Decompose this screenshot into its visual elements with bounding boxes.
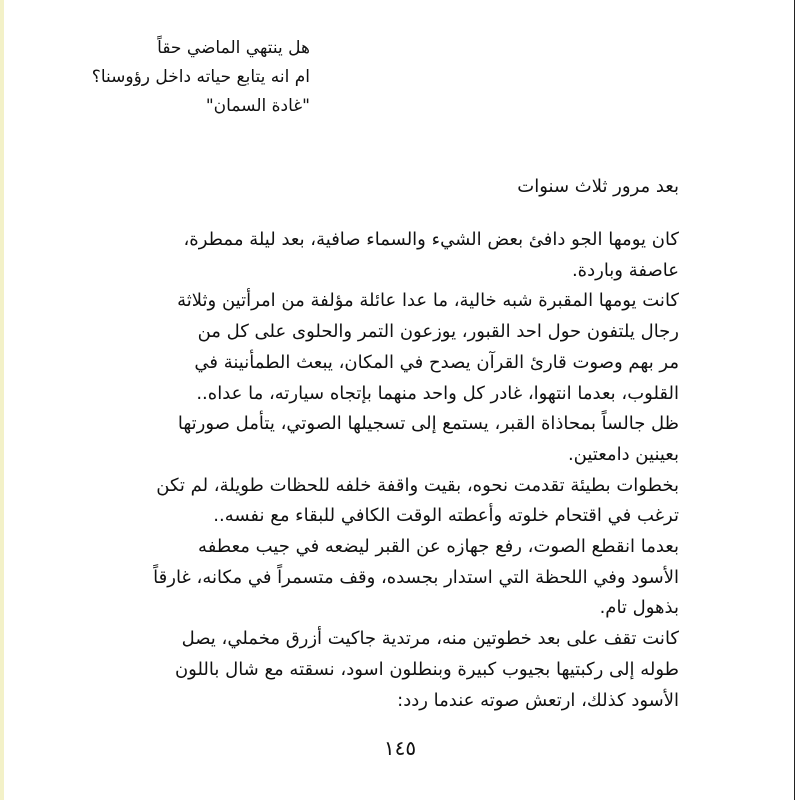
body-line: القلوب، بعدما انتهوا، غادر كل واحد منهما بإتجاه سيارته، ما عداه.. xyxy=(196,382,679,404)
body-line: الأسود كذلك، ارتعش صوته عندما ردد: xyxy=(397,689,679,711)
body-line: عاصفة وباردة. xyxy=(571,259,679,281)
page-right-border xyxy=(794,0,795,800)
body-line: طوله إلى ركبتيها بجيوب كبيرة وبنطلون اسود، نسقته مع شال باللون xyxy=(174,658,679,680)
body-line: كانت تقف على بعد خطوتين منه، مرتدية جاكيت أزرق مخملي، يصل xyxy=(181,628,679,650)
section-heading: بعد مرور ثلاث سنوات xyxy=(517,176,679,197)
body-line: كانت يومها المقبرة شبه خالية، ما عدا عائلة مؤلفة من امرأتين وثلاثة xyxy=(177,290,679,312)
epigraph-attribution: "غادة السمان" xyxy=(205,96,310,116)
page-left-edge xyxy=(0,0,4,800)
body-line: الأسود وفي اللحظة التي استدار بجسده، وقف متسمراً في مكانه، غارقاً xyxy=(153,566,679,588)
body-line: بعينين دامعتين. xyxy=(567,443,679,465)
page-number: ١٤٥ xyxy=(383,736,417,760)
body-line: ترغب في اقتحام خلوته وأعطته الوقت الكافي للبقاء مع نفسه.. xyxy=(213,505,679,527)
body-line: بذهول تام. xyxy=(599,597,679,619)
body-line: بخطوات بطيئة تقدمت نحوه، بقيت واقفة خلفه للحظات طويلة، لم تكن xyxy=(156,474,679,496)
body-line: ظل جالساً بمحاذاة القبر، يستمع إلى تسجيلها الصوتي، يتأمل صورتها xyxy=(177,413,679,435)
body-line: رجال يلتفون حول احد القبور، يوزعون التمر والحلوى على كل من xyxy=(197,321,679,343)
body-line: كان يومها الجو دافئ بعض الشيء والسماء صافية، بعد ليلة ممطرة، xyxy=(183,229,679,250)
body-line: بعدما انقطع الصوت، رفع جهازه عن القبر ليضعه في جيب معطفه xyxy=(198,536,679,558)
body-text xyxy=(119,225,679,716)
epigraph xyxy=(30,34,310,121)
epigraph-line: ام انه يتابع حياته داخل رؤوسنا؟ xyxy=(91,67,310,87)
epigraph-line: هل ينتهي الماضي حقاً xyxy=(157,38,310,58)
body-line: مر بهم وصوت قارئ القرآن يصدح في المكان، يبعث الطمأنينة في xyxy=(194,351,679,373)
